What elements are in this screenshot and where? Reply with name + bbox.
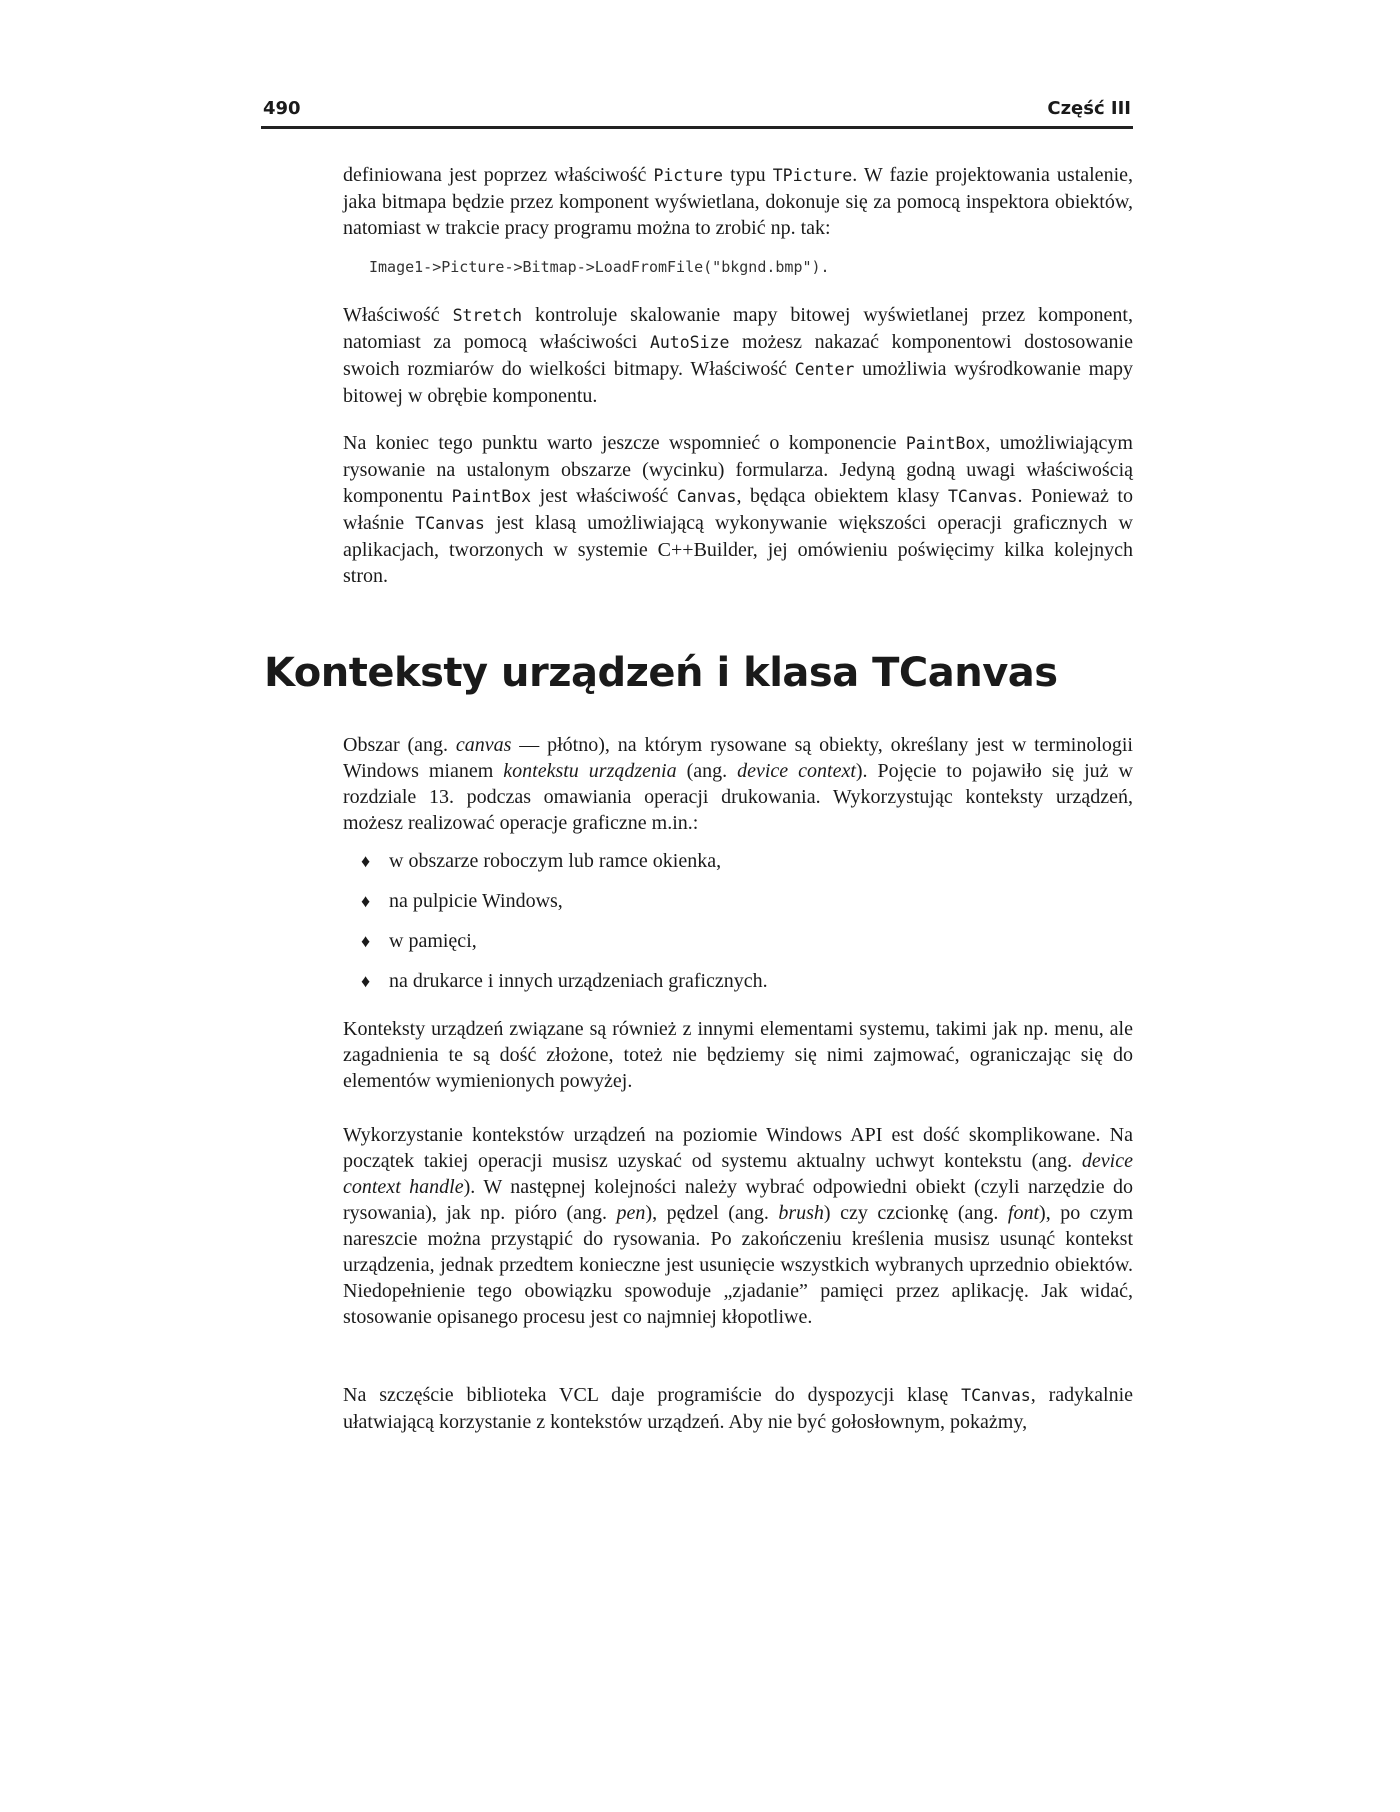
code-term: Stretch (452, 306, 523, 325)
part-label: Część III (1047, 98, 1131, 119)
paragraph-other-contexts: Konteksty urządzeń związane są również z innymi elementami systemu, takimi jak np. menu, ale zagadnienia te są dość złożone, toteż nie będziemy się nimi zajmować, ograniczając się do elementów wymienionych powyżej. (343, 1018, 1133, 1092)
code-term: TCanvas (947, 487, 1018, 506)
code-example: Image1->Picture->Bitmap->LoadFromFile("bkgnd.bmp"). (369, 258, 830, 276)
list-item: ♦ w pamięci, (361, 930, 477, 952)
list-item: ♦ w obszarze roboczym lub ramce okienka, (361, 850, 722, 872)
running-head (261, 96, 1133, 129)
section-heading: Konteksty urządzeń i klasa TCanvas (264, 650, 1058, 696)
list-item: ♦ na pulpicie Windows, (361, 890, 563, 912)
paragraph-vcl-tcanvas: Na szczęście biblioteka VCL daje programiście do dyspozycji klasę TCanvas, radykalnie ułatwiającą korzystanie z kontekstów urządzeń. Aby nie być gołosłownym, pokażmy, (343, 1384, 1134, 1433)
page-number: 490 (263, 98, 301, 119)
paragraph-windows-api: Wykorzystanie kontekstów urządzeń na poziomie Windows API est dość skomplikowane. Na początek takiej operacji musisz uzyskać od systemu aktualny uchwyt kontekstu (ang. device context handle). W następnej kolejności należy wybrać odpowiedni obiekt (czyli narzędzie do rysowania), jak np. pióro (ang. pen), pędzel (ang. brush) czy czcionkę (ang. font), po czym nareszcie można przystąpić do rysowania. Po zakończeniu kreślenia musisz usunąć kontekst urządzenia, jednak przedtem konieczne jest usunięcie wszystkich wybranych uprzednio obiektów. Niedopełnienie tego obowiązku spowoduje „zjadanie” pamięci przez aplikację. Jak widać, stosowanie opisanego procesu jest co najmniej kłopotliwe. (343, 1124, 1134, 1328)
code-term: PaintBox (451, 487, 532, 506)
diamond-bullet-icon: ♦ (361, 971, 371, 991)
list-item: ♦ na drukarce i innych urządzeniach graficznych. (361, 970, 768, 992)
bullet-list (361, 848, 768, 1008)
diamond-bullet-icon: ♦ (361, 891, 371, 911)
paragraph-stretch-property: Właściwość Stretch kontroluje skalowanie mapy bitowej wyświetlanej przez komponent, natomiast za pomocą właściwości AutoSize możesz nakazać komponentowi dostosowanie swoich rozmiarów do wielkości bitmapy. Właściwość Center umożliwia wyśrodkowanie mapy bitowej w obrębie komponentu. (343, 304, 1133, 407)
diamond-bullet-icon: ♦ (361, 931, 371, 951)
code-term: TPicture (772, 166, 853, 185)
code-term: TCanvas (961, 1386, 1031, 1405)
paragraph-paintbox: Na koniec tego punktu warto jeszcze wspomnieć o komponencie PaintBox, umożliwiającym rysowanie na ustalonym obszarze (wycinku) formularza. Jedyną godną uwagi właściwością komponentu PaintBox jest właściwość Canvas, będąca obiektem klasy TCanvas. Ponieważ to właśnie TCanvas jest klasą umożliwiającą wykonywanie większości operacji graficznych w aplikacjach, tworzonych w systemie C++Builder, jej omówieniu poświęcimy kilka kolejnych stron. (343, 432, 1133, 587)
diamond-bullet-icon: ♦ (361, 851, 371, 871)
code-term: TCanvas (415, 514, 485, 533)
paragraph-canvas-intro: Obszar (ang. canvas — płótno), na którym rysowane są obiekty, określany jest w terminologii Windows mianem kontekstu urządzenia (ang. device context). Pojęcie to pojawiło się już w rozdziale 13. podczas omawiania operacji drukowania. Wykorzystując konteksty urządzeń, możesz realizować operacje graficzne m.in.: (343, 734, 1133, 834)
code-term: Picture (653, 166, 723, 185)
code-term: Canvas (676, 487, 737, 506)
paragraph-picture-property: definiowana jest poprzez właściwość Picture typu TPicture. W fazie projektowania ustalenie, jaka bitmapa będzie przez komponent wyświetlana, dokonuje się za pomocą inspektora obiektów, natomiast w trakcie pracy programu można to zrobić np. tak: (343, 164, 1133, 239)
code-term: Center (794, 360, 855, 379)
code-term: AutoSize (649, 333, 730, 352)
code-term: PaintBox (905, 434, 986, 453)
